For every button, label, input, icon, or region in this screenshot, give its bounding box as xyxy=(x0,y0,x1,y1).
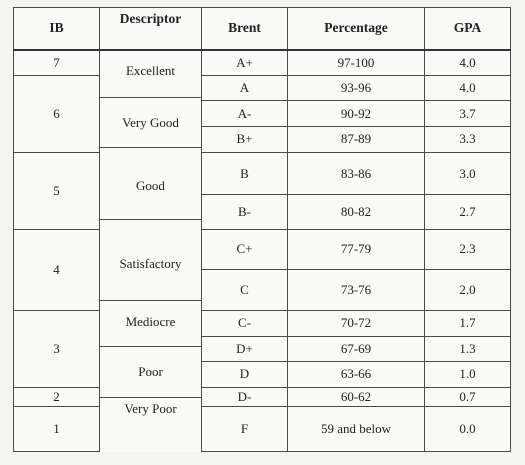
percentage-cell: 83-86 xyxy=(288,152,425,195)
gpa-cell: 2.3 xyxy=(425,229,511,270)
brent-cell: A- xyxy=(202,101,288,127)
gpa-cell: 1.7 xyxy=(425,310,511,336)
header-percentage: Percentage xyxy=(288,8,425,50)
ib-cell-1: 1 xyxy=(14,407,100,452)
table-row xyxy=(14,75,511,101)
table-row xyxy=(14,387,511,406)
gpa-cell: 3.3 xyxy=(425,126,511,152)
ib-cell-4: 4 xyxy=(14,229,100,310)
descriptor-excellent: Excellent xyxy=(125,62,176,78)
descriptor-divider xyxy=(100,300,201,301)
descriptor-very-poor: Very Poor xyxy=(124,400,177,416)
descriptor-divider xyxy=(100,147,201,148)
brent-cell: C- xyxy=(202,310,288,336)
descriptor-mediocre: Mediocre xyxy=(125,313,176,329)
gpa-cell: 3.0 xyxy=(425,152,511,195)
descriptor-divider xyxy=(100,346,201,347)
descriptor-divider xyxy=(100,397,201,398)
percentage-cell: 87-89 xyxy=(288,126,425,152)
percentage-cell: 80-82 xyxy=(288,195,425,229)
header-gpa: GPA xyxy=(425,8,511,50)
gpa-cell: 2.0 xyxy=(425,270,511,311)
header-brent: Brent xyxy=(202,8,288,50)
brent-cell: F xyxy=(202,407,288,452)
ib-cell-3: 3 xyxy=(14,310,100,387)
percentage-cell: 59 and below xyxy=(288,407,425,452)
percentage-cell: 93-96 xyxy=(288,75,425,101)
descriptor-poor: Poor xyxy=(138,363,163,379)
header-descriptor: Descriptor xyxy=(100,8,202,50)
brent-cell: D+ xyxy=(202,336,288,362)
grade-conversion-table xyxy=(13,7,511,452)
descriptor-very-good: Very Good xyxy=(122,114,179,130)
percentage-cell: 60-62 xyxy=(288,387,425,406)
gpa-cell: 1.3 xyxy=(425,336,511,362)
percentage-cell: 67-69 xyxy=(288,336,425,362)
gpa-cell: 4.0 xyxy=(425,50,511,76)
percentage-cell: 77-79 xyxy=(288,229,425,270)
gpa-cell: 4.0 xyxy=(425,75,511,101)
descriptor-satisfactory: Satisfactory xyxy=(119,255,182,271)
gpa-cell: 0.0 xyxy=(425,407,511,452)
gpa-cell: 2.7 xyxy=(425,195,511,229)
ib-cell-7: 7 xyxy=(14,50,100,76)
brent-cell: C xyxy=(202,270,288,311)
gpa-cell: 1.0 xyxy=(425,362,511,388)
brent-cell: B- xyxy=(202,195,288,229)
descriptor-divider xyxy=(100,97,201,98)
ib-cell-5: 5 xyxy=(14,152,100,229)
gpa-cell: 0.7 xyxy=(425,387,511,406)
gpa-cell: 3.7 xyxy=(425,101,511,127)
brent-cell: B+ xyxy=(202,126,288,152)
ib-cell-2: 2 xyxy=(14,387,100,406)
percentage-cell: 90-92 xyxy=(288,101,425,127)
percentage-cell: 97-100 xyxy=(288,50,425,76)
brent-cell: B xyxy=(202,152,288,195)
descriptor-divider xyxy=(100,219,201,220)
header-row xyxy=(14,8,511,50)
brent-cell: A xyxy=(202,75,288,101)
percentage-cell: 63-66 xyxy=(288,362,425,388)
ib-cell-6: 6 xyxy=(14,75,100,152)
percentage-cell: 70-72 xyxy=(288,310,425,336)
brent-cell: A+ xyxy=(202,50,288,76)
brent-cell: D xyxy=(202,362,288,388)
descriptor-column xyxy=(100,50,202,452)
header-ib: IB xyxy=(14,8,100,50)
table-row xyxy=(14,50,511,76)
brent-cell: D- xyxy=(202,387,288,406)
table-row xyxy=(14,407,511,452)
table-row xyxy=(14,152,511,195)
descriptor-good: Good xyxy=(136,177,165,193)
percentage-cell: 73-76 xyxy=(288,270,425,311)
table-row xyxy=(14,310,511,336)
brent-cell: C+ xyxy=(202,229,288,270)
table-row xyxy=(14,229,511,270)
